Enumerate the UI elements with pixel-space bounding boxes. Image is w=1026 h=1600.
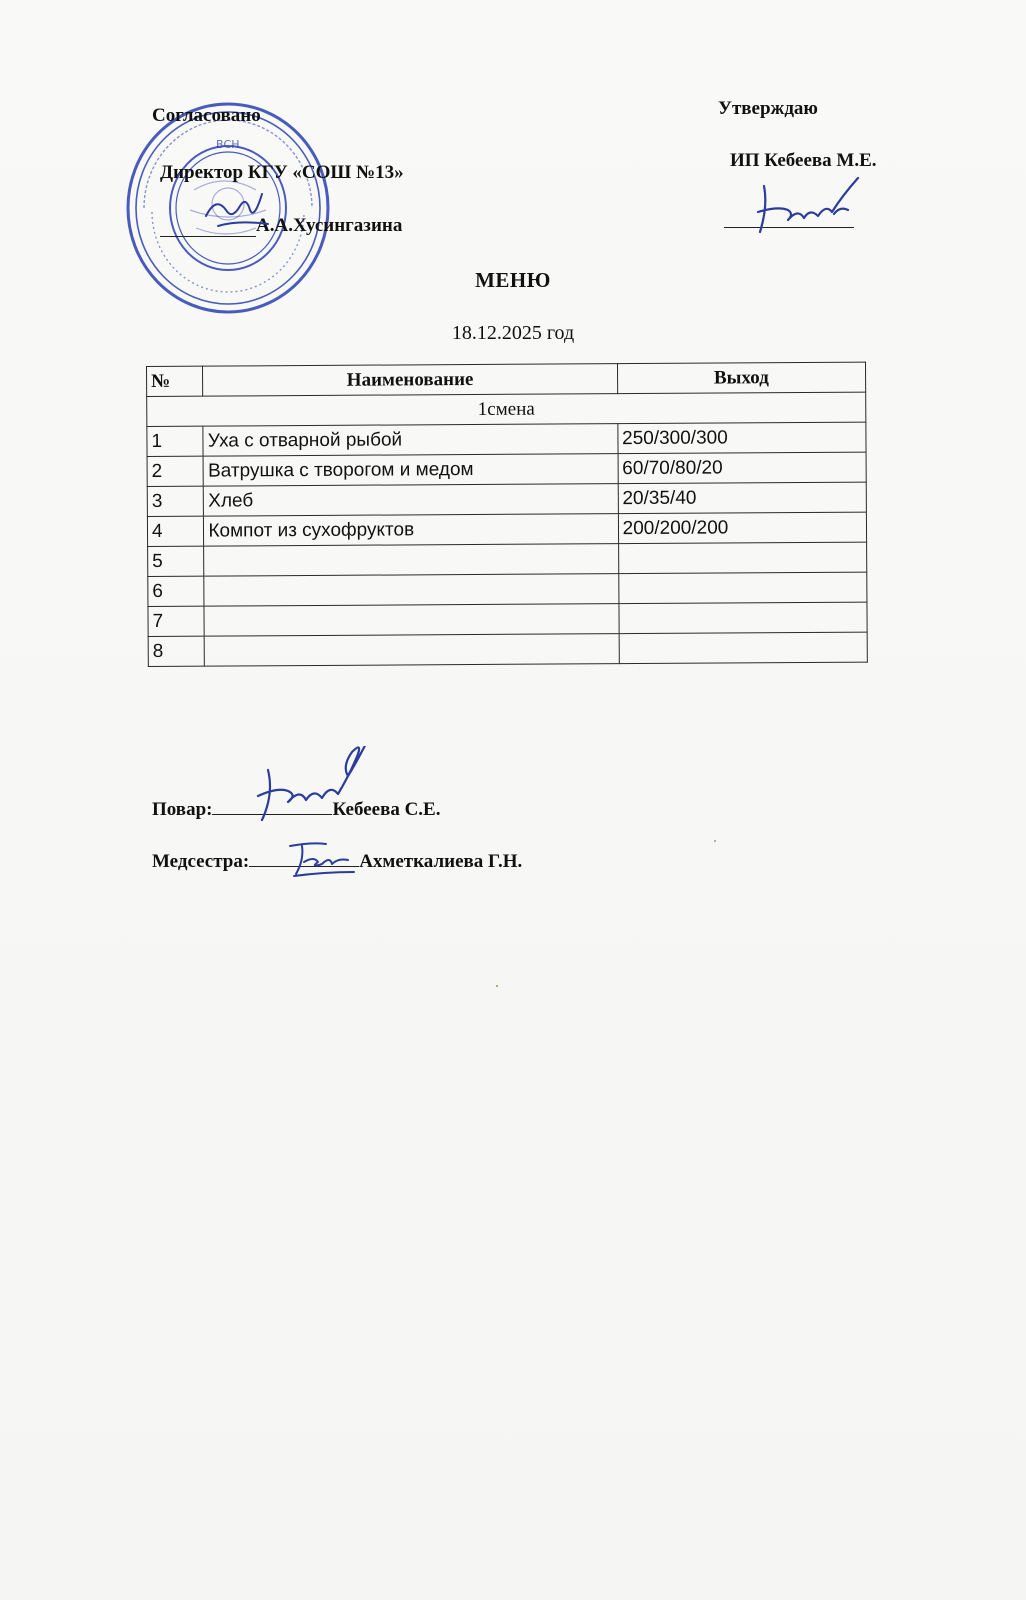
director-name: А.А.Хусингазина — [256, 215, 403, 236]
header-number: № — [147, 366, 204, 396]
row-dish-name — [204, 574, 618, 607]
nurse-name: Ахметкалиева Г.Н. — [359, 851, 523, 872]
table-row — [147, 422, 866, 456]
shift-row — [147, 392, 866, 426]
approver-name: ИП Кебеева М.Е. — [730, 150, 877, 171]
row-dish-name: Ватрушка с творогом и медом — [203, 454, 617, 487]
row-output — [619, 602, 868, 634]
row-output: 200/200/200 — [618, 512, 867, 544]
row-number: 7 — [148, 606, 205, 636]
stamp-text: ВСН — [216, 138, 240, 151]
header-name: Наименование — [203, 364, 617, 397]
row-number: 2 — [147, 456, 204, 486]
approve-label: Утверждаю — [718, 98, 818, 119]
header-output: Выход — [617, 362, 866, 394]
row-output: 20/35/40 — [618, 482, 867, 514]
director-signature-line — [160, 215, 402, 237]
approver-signature-blank — [724, 209, 854, 228]
row-number: 5 — [148, 546, 205, 576]
row-dish-name — [205, 634, 619, 667]
row-dish-name: Компот из сухофруктов — [204, 514, 618, 547]
table-row — [148, 632, 867, 666]
table-row — [147, 482, 866, 516]
nurse-signature-line — [152, 850, 522, 873]
cook-signature-line — [152, 798, 440, 821]
row-dish-name: Уха с отварной рыбой — [203, 424, 617, 457]
table-row — [148, 572, 867, 606]
table-row — [148, 542, 867, 576]
menu-table — [146, 362, 868, 667]
cook-name: Кебеева С.Е. — [332, 799, 441, 820]
row-number: 4 — [147, 516, 204, 546]
row-output — [618, 572, 867, 604]
paper-speck — [714, 840, 716, 842]
row-number: 3 — [147, 486, 204, 516]
director-title: Директор КГУ «СОШ №13» — [160, 162, 404, 183]
table-header-row — [147, 362, 866, 396]
document-date: 18.12.2025 год — [451, 322, 575, 344]
row-output — [619, 632, 868, 664]
row-output: 250/300/300 — [618, 422, 867, 454]
table-row — [147, 512, 866, 546]
row-dish-name — [204, 544, 618, 577]
table-row — [147, 452, 866, 486]
document-title: МЕНЮ — [475, 268, 551, 292]
nurse-label: Медсестра: — [152, 851, 250, 872]
approver-signature-line — [724, 206, 854, 228]
cook-signature-blank — [212, 798, 332, 815]
row-output: 60/70/80/20 — [618, 452, 867, 484]
row-number: 6 — [148, 576, 205, 606]
row-dish-name: Хлеб — [204, 484, 618, 517]
shift-label: 1смена — [147, 392, 866, 426]
nurse-signature-blank — [249, 850, 359, 867]
paper-speck — [496, 985, 498, 987]
row-dish-name — [204, 604, 618, 637]
agreed-label: Согласовано — [152, 105, 261, 126]
table-row — [148, 602, 867, 636]
row-number: 8 — [148, 636, 205, 666]
row-number: 1 — [147, 426, 204, 456]
row-output — [618, 542, 867, 574]
director-signature-blank — [160, 218, 256, 237]
cook-label: Повар: — [152, 799, 213, 820]
